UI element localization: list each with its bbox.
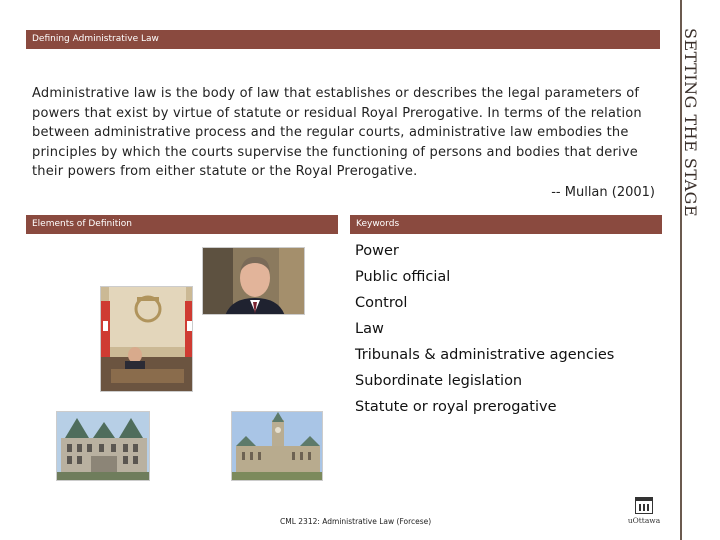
keyword-item: Power	[355, 243, 399, 259]
definition-text: Administrative law is the body of law that establishes or describes the legal parameters of powers that exist by virtue of statute or residual Royal Prerogative. In terms of the relation between administrative process and the regular courts, administrative law embodies the principles by which the courts supervise the functioning of persons and bodies that derive their powers from either statute or the Royal Prerogative.	[32, 86, 642, 179]
keyword-item: Tribunals & administrative agencies	[355, 347, 615, 363]
section-bar-label: Elements of Definition	[32, 219, 132, 229]
section-bar-defining	[26, 30, 660, 49]
senate-chamber-photo	[100, 286, 193, 392]
portrait-photo	[202, 247, 305, 315]
keyword-item: Subordinate legislation	[355, 373, 523, 389]
footer-text: CML 2312: Administrative Law (Forcese)	[280, 517, 432, 526]
section-bar-elements	[26, 215, 338, 234]
keyword-item: Law	[355, 321, 384, 337]
citation: -- Mullan (2001)	[551, 185, 655, 200]
logo-text: uOttawa	[627, 516, 661, 525]
parliament-photo	[231, 411, 323, 481]
keyword-list	[355, 238, 614, 420]
supreme-court-photo	[56, 411, 150, 481]
building-icon	[635, 497, 653, 514]
keyword-item: Public official	[355, 269, 451, 285]
section-bar-label: Keywords	[356, 219, 400, 229]
university-logo	[626, 497, 662, 525]
section-bar-label: Defining Administrative Law	[32, 34, 159, 44]
keyword-item: Control	[355, 295, 408, 311]
keyword-item: Statute or royal prerogative	[355, 399, 557, 415]
section-bar-keywords	[350, 215, 662, 234]
side-title-text: SETTING THE STAGE	[681, 28, 700, 218]
